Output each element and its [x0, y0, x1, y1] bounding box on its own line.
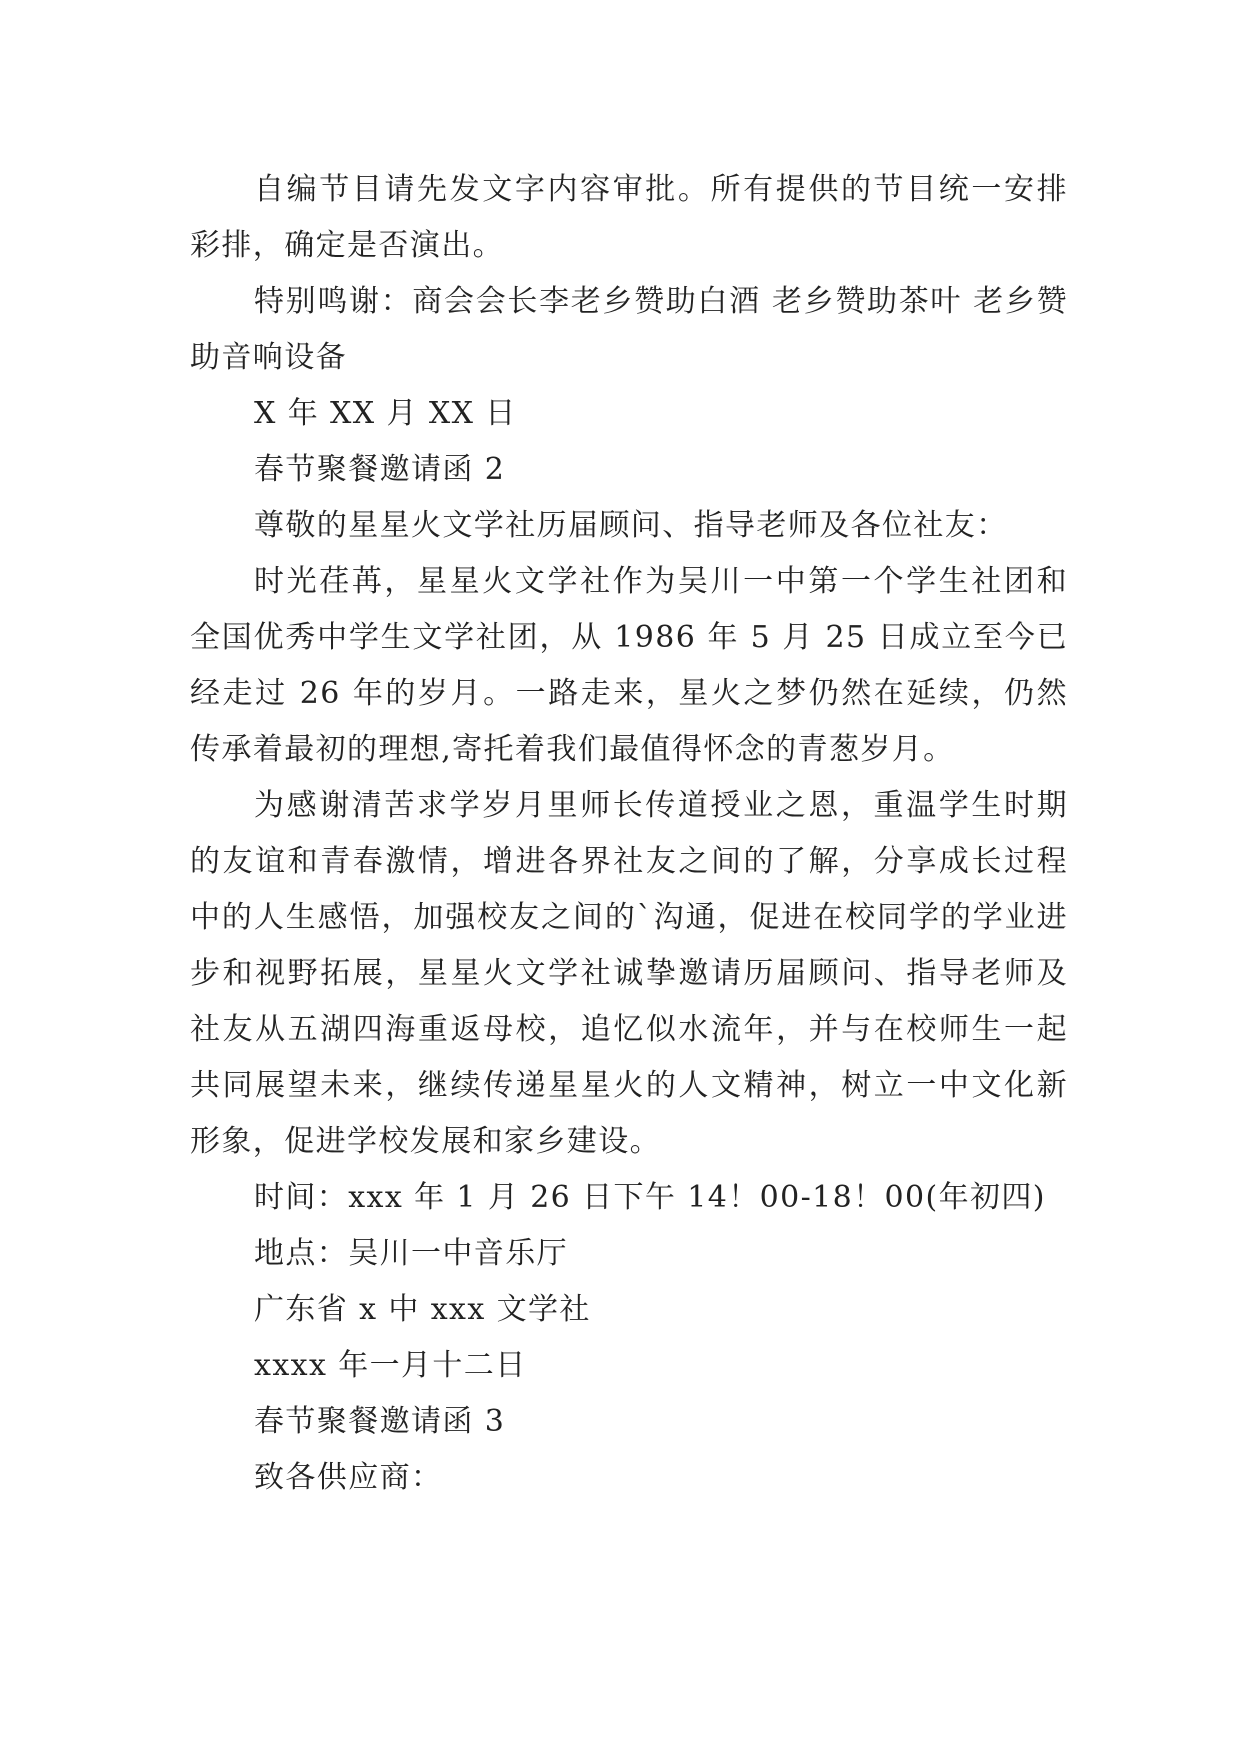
heading-invitation-2: 春节聚餐邀请函 2: [254, 452, 506, 487]
paragraph-special-thanks: 特别鸣谢：商会会长李老乡赞助白酒 老乡赞助茶叶 老乡赞助音响设备: [190, 284, 1068, 375]
paragraph-history: 时光荏苒，星星火文学社作为吴川一中第一个学生社团和全国优秀中学生文学社团，从 1986 年 5 月 25 日成立至今已经走过 26 年的岁月。一路走来，星火之梦仍然在延续，仍然传承着最初的理想,寄托着我们最值得怀念的青葱岁月。: [190, 564, 1068, 767]
paragraph-invitation-purpose: 为感谢清苦求学岁月里师长传道授业之恩，重温学生时期的友谊和青春激情，增进各界社友之间的了解，分享成长过程中的人生感悟，加强校友之间的`沟通，促进在校同学的学业进步和视野拓展，星星火文学社诚挚邀请历届顾问、指导老师及社友从五湖四海重返母校，追忆似水流年，并与在校师生一起共同展望未来，继续传递星星火的人文精神，树立一中文化新形象，促进学校发展和家乡建设。: [190, 788, 1068, 1159]
heading-invitation-3: 春节聚餐邀请函 3: [254, 1404, 506, 1439]
paragraph-program-approval: 自编节目请先发文字内容审批。所有提供的节目统一安排彩排，确定是否演出。: [190, 172, 1068, 263]
paragraph-salutation: 尊敬的星星火文学社历届顾问、指导老师及各位社友：: [254, 508, 1008, 543]
paragraph-organizer: 广东省 x 中 xxx 文学社: [254, 1292, 591, 1327]
paragraph-time: 时间：xxx 年 1 月 26 日下午 14！00-18！00(年初四): [254, 1180, 1046, 1215]
document-body: [190, 162, 1068, 1506]
paragraph-to-suppliers: 致各供应商：: [254, 1460, 443, 1495]
paragraph-date: X 年 XX 月 XX 日: [254, 396, 517, 431]
paragraph-signing-date: xxxx 年一月十二日: [254, 1348, 527, 1383]
paragraph-location: 地点：吴川一中音乐厅: [254, 1236, 568, 1271]
